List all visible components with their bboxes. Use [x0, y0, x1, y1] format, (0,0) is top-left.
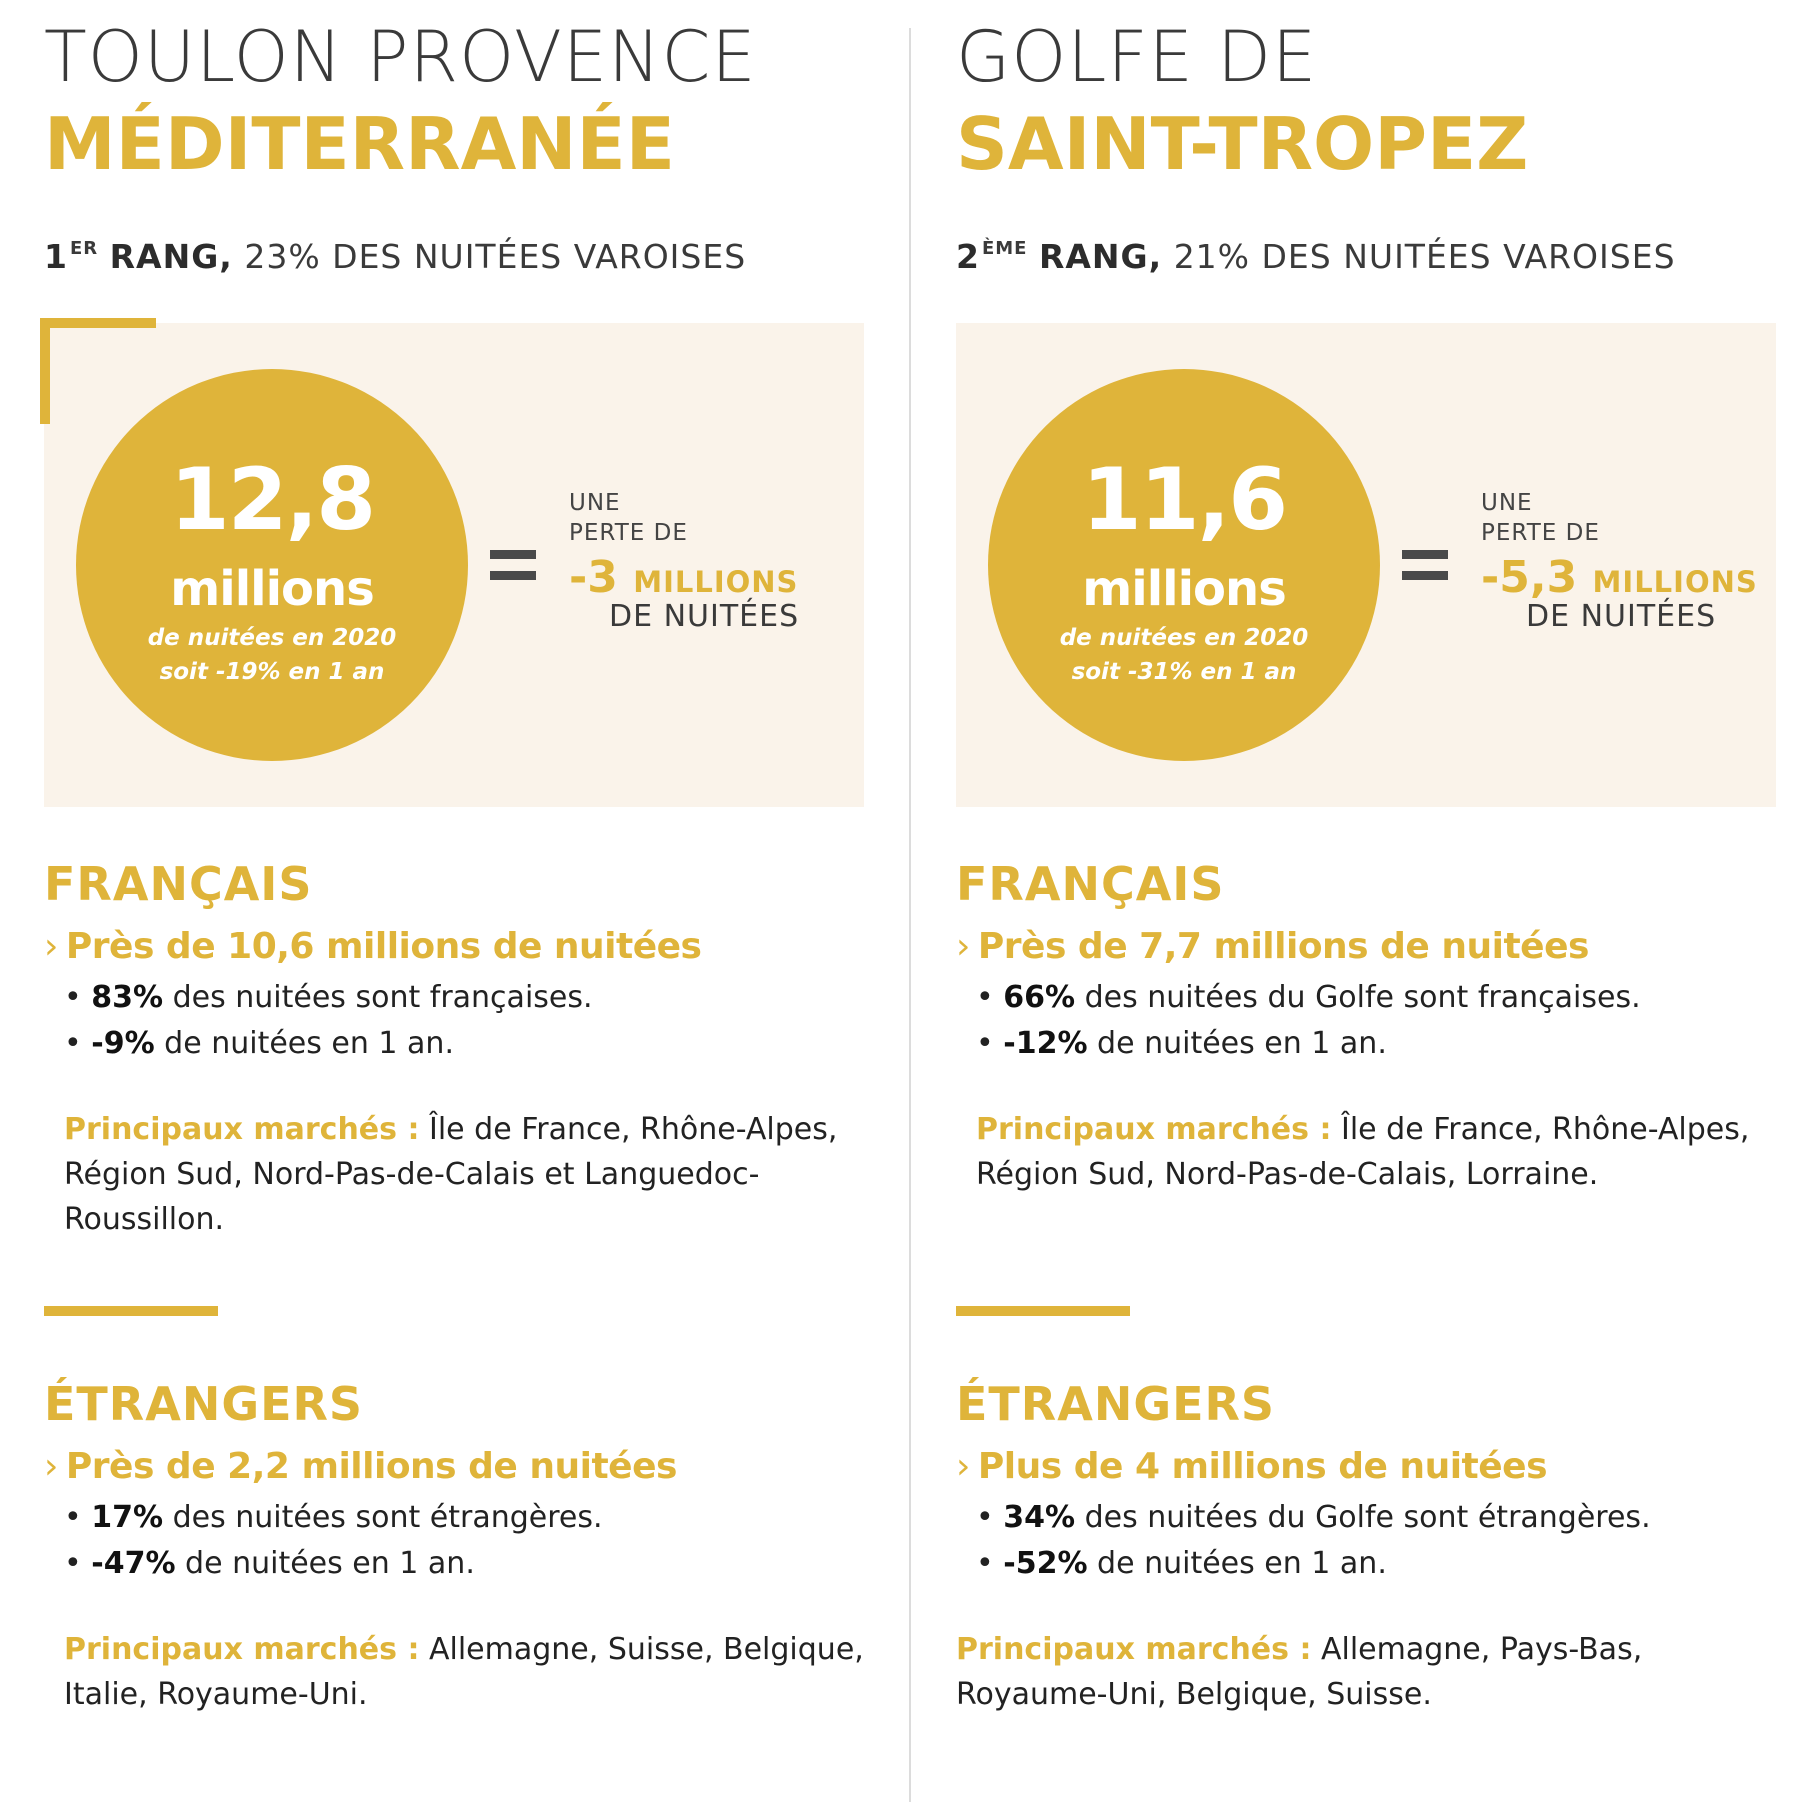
rank-number: 1 — [44, 237, 68, 276]
loss-tail: DE NUITÉES — [1526, 599, 1717, 634]
loss-block — [569, 488, 849, 632]
key-figure-unit: millions — [1082, 561, 1286, 617]
loss-label-line-2: PERTE DE — [1481, 520, 1600, 546]
chevron-right-icon: › — [956, 1446, 970, 1487]
section-title: ÉTRANGERS — [44, 1377, 364, 1431]
list-item: • -47% de nuitées en 1 an. — [64, 1546, 475, 1581]
key-figure-caption-line-2: soit -31% en 1 an — [1071, 659, 1297, 685]
section-subtitle: › Près de 2,2 millions de nuitées — [44, 1446, 677, 1487]
section-francais — [44, 857, 864, 1242]
list-item: • 66% des nuitées du Golfe sont françaises. — [976, 980, 1641, 1015]
key-figure-caption — [988, 621, 1380, 689]
key-figure-circle — [988, 369, 1380, 761]
section-separator — [44, 1306, 218, 1316]
loss-number: -3 — [569, 552, 618, 603]
loss-unit: MILLIONS — [633, 565, 799, 599]
section-subtitle: › Près de 7,7 millions de nuitées — [956, 926, 1589, 967]
rank-line — [44, 237, 747, 276]
loss-label-line-1: UNE — [1481, 490, 1533, 516]
bullet-list — [956, 975, 1776, 1067]
loss-value — [1481, 552, 1761, 603]
title-line-1: TOULON PROVENCE — [44, 16, 757, 98]
section-subtitle: › Près de 10,6 millions de nuitées — [44, 926, 702, 967]
list-item: • -12% de nuitées en 1 an. — [976, 1026, 1387, 1061]
key-figure-caption — [76, 621, 468, 689]
rank-word: RANG, — [1038, 237, 1163, 276]
list-item: • -52% de nuitées en 1 an. — [976, 1546, 1387, 1581]
list-item: • 17% des nuitées sont étrangères. — [64, 1500, 603, 1535]
main-markets: Principaux marchés : Allemagne, Pays-Bas, Royaume-Uni, Belgique, Suisse. — [956, 1632, 1643, 1712]
section-title: ÉTRANGERS — [956, 1377, 1276, 1431]
key-figure-value: 12,8 — [169, 450, 375, 550]
chevron-right-icon: › — [956, 926, 970, 967]
column-toulon — [44, 0, 884, 1802]
column-saint-tropez — [956, 0, 1796, 1802]
loss-tail: DE NUITÉES — [609, 599, 800, 634]
section-etrangers — [956, 1377, 1776, 1717]
main-markets: Principaux marchés : Île de France, Rhône-Alpes, Région Sud, Nord-Pas-de-Calais, Lorraine. — [976, 1112, 1750, 1192]
chevron-right-icon: › — [44, 926, 58, 967]
rank-suffix: ÈME — [981, 238, 1028, 259]
rank-share: 23% DES NUITÉES VAROISES — [244, 237, 747, 276]
loss-block — [1481, 488, 1761, 632]
key-figure-circle — [76, 369, 468, 761]
key-figure-box — [956, 323, 1776, 807]
bullet-list — [956, 1495, 1776, 1587]
key-figure-caption-line-2: soit -19% en 1 an — [159, 659, 385, 685]
main-markets: Principaux marchés : Allemagne, Suisse, Belgique, Italie, Royaume-Uni. — [64, 1632, 864, 1712]
section-title: FRANÇAIS — [44, 857, 313, 911]
key-figure-box — [44, 323, 864, 807]
corner-accent-horizontal — [40, 318, 156, 328]
bullet-list — [44, 1495, 864, 1587]
key-figure-value: 11,6 — [1081, 450, 1287, 550]
loss-value — [569, 552, 849, 603]
main-markets: Principaux marchés : Île de France, Rhône-Alpes, Région Sud, Nord-Pas-de-Calais et Languedoc-Roussillon. — [64, 1112, 838, 1237]
loss-label-line-2: PERTE DE — [569, 520, 688, 546]
section-etrangers — [44, 1377, 864, 1717]
rank-line — [956, 237, 1676, 276]
title-line-1: GOLFE DE — [956, 16, 1318, 98]
section-separator — [956, 1306, 1130, 1316]
list-item: • -9% de nuitées en 1 an. — [64, 1026, 454, 1061]
list-item: • 83% des nuitées sont françaises. — [64, 980, 593, 1015]
chevron-right-icon: › — [44, 1446, 58, 1487]
equals-sign — [1402, 550, 1448, 592]
equals-sign — [490, 550, 536, 592]
list-item: • 34% des nuitées du Golfe sont étrangères. — [976, 1500, 1651, 1535]
loss-label-line-1: UNE — [569, 490, 621, 516]
corner-accent-vertical — [40, 318, 50, 424]
rank-number: 2 — [956, 237, 980, 276]
section-francais — [956, 857, 1776, 1197]
key-figure-unit: millions — [170, 561, 374, 617]
key-figure-caption-line-1: de nuitées en 2020 — [147, 625, 397, 651]
bullet-list — [44, 975, 864, 1067]
loss-unit: MILLIONS — [1592, 565, 1758, 599]
rank-suffix: ER — [69, 238, 99, 259]
key-figure-caption-line-1: de nuitées en 2020 — [1059, 625, 1309, 651]
column-divider — [909, 28, 911, 1802]
rank-share: 21% DES NUITÉES VAROISES — [1173, 237, 1676, 276]
section-title: FRANÇAIS — [956, 857, 1225, 911]
rank-word: RANG, — [109, 237, 233, 276]
title-line-2: MÉDITERRANÉE — [44, 102, 675, 186]
loss-number: -5,3 — [1481, 552, 1578, 603]
title-line-2: SAINT-TROPEZ — [956, 102, 1529, 186]
section-subtitle: › Plus de 4 millions de nuitées — [956, 1446, 1547, 1487]
